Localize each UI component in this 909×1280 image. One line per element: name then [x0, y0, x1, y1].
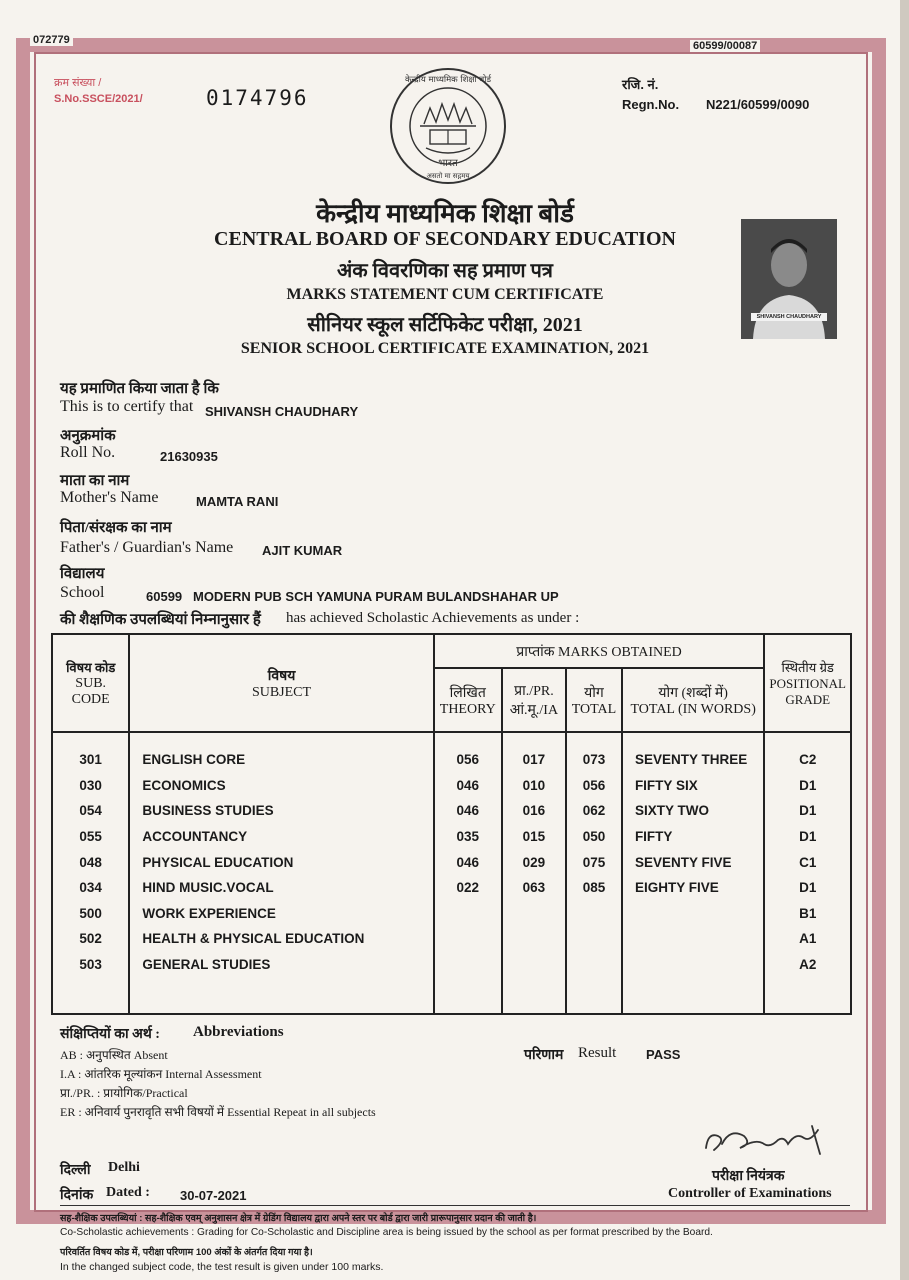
roll-hi: अनुक्रमांक	[60, 428, 116, 444]
roll-label: Roll No.	[60, 444, 116, 461]
candidate-name: SHIVANSH CHAUDHARY	[205, 404, 359, 419]
cert-label-hi: क्रम संख्या /	[54, 77, 102, 89]
regn-label-hi: रजि. नं.	[622, 77, 659, 92]
col-header-subject: विषय SUBJECT	[129, 634, 433, 732]
abbr-ia: I.A : आंतरिक मूल्यांकन Internal Assessment	[60, 1067, 262, 1081]
note2-hi: परिवर्तित विषय कोड में, परीक्षा परिणाम 100 अंकों के अंतर्गत दिया गया है।	[60, 1247, 313, 1258]
col-header-words: योग (शब्दों में) TOTAL (IN WORDS)	[622, 668, 764, 732]
footer-divider	[60, 1205, 850, 1206]
place-hi: दिल्ली	[60, 1163, 91, 1178]
mother-label: Mother's Name	[60, 489, 159, 506]
certificate-number: 0174796	[206, 86, 309, 110]
table-row: 301 ENGLISH CORE 056 017 073 SEVENTY THREE C2	[52, 747, 851, 773]
table-row: 034 HIND MUSIC.VOCAL 022 063 085 EIGHTY FIVE D1	[52, 875, 851, 901]
marks-table	[51, 633, 852, 1015]
school-hi: विद्यालय	[60, 566, 105, 582]
title-exam-hi: सीनियर स्कूल सर्टिफिकेट परीक्षा, 2021	[307, 314, 583, 336]
date-hi: दिनांक	[60, 1188, 94, 1203]
cbse-logo-icon	[388, 66, 508, 186]
logo-text-bottom: असतो मा सद्गमय	[426, 172, 470, 180]
photo-caption: SHIVANSH CHAUDHARY	[756, 314, 822, 320]
table-row: 048 PHYSICAL EDUCATION 046 029 075 SEVENTY FIVE C1	[52, 849, 851, 875]
certify-hi: यह प्रमाणित किया जाता है कि	[60, 381, 219, 397]
father-label: Father's / Guardian's Name	[60, 539, 234, 556]
certify-label: This is to certify that	[60, 398, 194, 415]
table-row: 502 HEALTH & PHYSICAL EDUCATION A1	[52, 926, 851, 952]
result-value: PASS	[646, 1047, 681, 1062]
controller-hi: परीक्षा नियंत्रक	[712, 1169, 785, 1184]
col-header-theory: लिखित THEORY	[434, 668, 502, 732]
title-statement-hi: अंक विवरणिका सह प्रमाण पत्र	[337, 260, 553, 282]
date-label: Dated :	[106, 1185, 150, 1200]
table-row: 030 ECONOMICS 046 010 056 FIFTY SIX D1	[52, 773, 851, 799]
achieved-en: has achieved Scholastic Achievements as under :	[286, 610, 580, 626]
abbr-pr: प्रा./PR. : प्रायोगिक/Practical	[60, 1086, 188, 1100]
table-row: 054 BUSINESS STUDIES 046 016 062 SIXTY TWO D1	[52, 798, 851, 824]
father-name: AJIT KUMAR	[262, 543, 343, 558]
signature-icon	[700, 1118, 840, 1160]
title-exam-en: SENIOR SCHOOL CERTIFICATE EXAMINATION, 2021	[240, 340, 650, 357]
regn-value: N221/60599/0090	[706, 97, 810, 112]
achieved-hi: की शैक्षणिक उपलब्धियां निम्नानुसार हैं	[60, 612, 261, 628]
cert-label-code: S.No.SSCE/2021/	[54, 93, 143, 105]
col-header-code: विषय कोड SUB. CODE	[52, 634, 129, 732]
mother-hi: माता का नाम	[60, 473, 130, 489]
table-row: 500 WORK EXPERIENCE B1	[52, 901, 851, 927]
note1-en: Co-Scholastic achievements : Grading for Co-Scholastic and Discipline area is being issued by the school as per format prescribed by the Board.	[60, 1227, 713, 1238]
mother-name: MAMTA RANI	[196, 494, 279, 509]
father-hi: पिता/संरक्षक का नाम	[60, 520, 172, 536]
abbr-title-hi: संक्षिप्तियों का अर्थ :	[60, 1027, 160, 1042]
title-board-hi: केन्द्रीय माध्यमिक शिक्षा बोर्ड	[316, 199, 574, 228]
col-header-marks-obtained: प्राप्तांक MARKS OBTAINED	[434, 634, 765, 668]
serial-left: 072779	[30, 34, 73, 46]
result-label: Result	[578, 1045, 617, 1061]
regn-label: Regn.No.	[622, 97, 680, 112]
col-header-grade: स्थितीय ग्रेड POSITIONAL GRADE	[764, 634, 851, 732]
result-label-hi: परिणाम	[524, 1048, 564, 1063]
title-statement-en: MARKS STATEMENT CUM CERTIFICATE	[286, 286, 604, 303]
school-label: School	[60, 584, 105, 601]
table-row: 055 ACCOUNTANCY 035 015 050 FIFTY D1	[52, 824, 851, 850]
serial-right: 60599/00087	[690, 40, 760, 52]
issue-date: 30-07-2021	[180, 1188, 247, 1203]
abbr-title-en: Abbreviations	[193, 1024, 284, 1040]
note2-en: In the changed subject code, the test result is given under 100 marks.	[60, 1261, 384, 1273]
abbr-ab: AB : अनुपस्थित Absent	[60, 1048, 168, 1062]
col-header-practical: प्रा./PR. आं.मू./IA	[502, 668, 566, 732]
controller-label: Controller of Examinations	[668, 1186, 832, 1201]
table-row: 503 GENERAL STUDIES A2	[52, 952, 851, 978]
candidate-photo	[741, 219, 837, 339]
col-header-total: योग TOTAL	[566, 668, 622, 732]
school-name: 60599 MODERN PUB SCH YAMUNA PURAM BULANDSHAHAR UP	[146, 589, 559, 604]
title-board-en: CENTRAL BOARD OF SECONDARY EDUCATION	[214, 228, 676, 250]
logo-text-mid: भारत	[438, 158, 458, 169]
person-photo-icon	[741, 219, 837, 339]
abbr-er: ER : अनिवार्य पुनरावृति सभी विषयों में Essential Repeat in all subjects	[60, 1105, 376, 1119]
place: Delhi	[108, 1160, 140, 1175]
note1-hi: सह-शैक्षिक उपलब्धियां : सह-शैक्षिक एवम् अनुशासन क्षेत्र में ग्रेडिंग विद्यालय द्वारा अपने स्तर पर बोर्ड द्वारा जारी प्रारूपानुसार प्रदान की जाती है।	[60, 1213, 537, 1224]
logo-text-top: केन्द्रीय माध्यमिक शिक्षा बोर्ड	[404, 75, 492, 85]
roll-number: 21630935	[160, 449, 218, 464]
